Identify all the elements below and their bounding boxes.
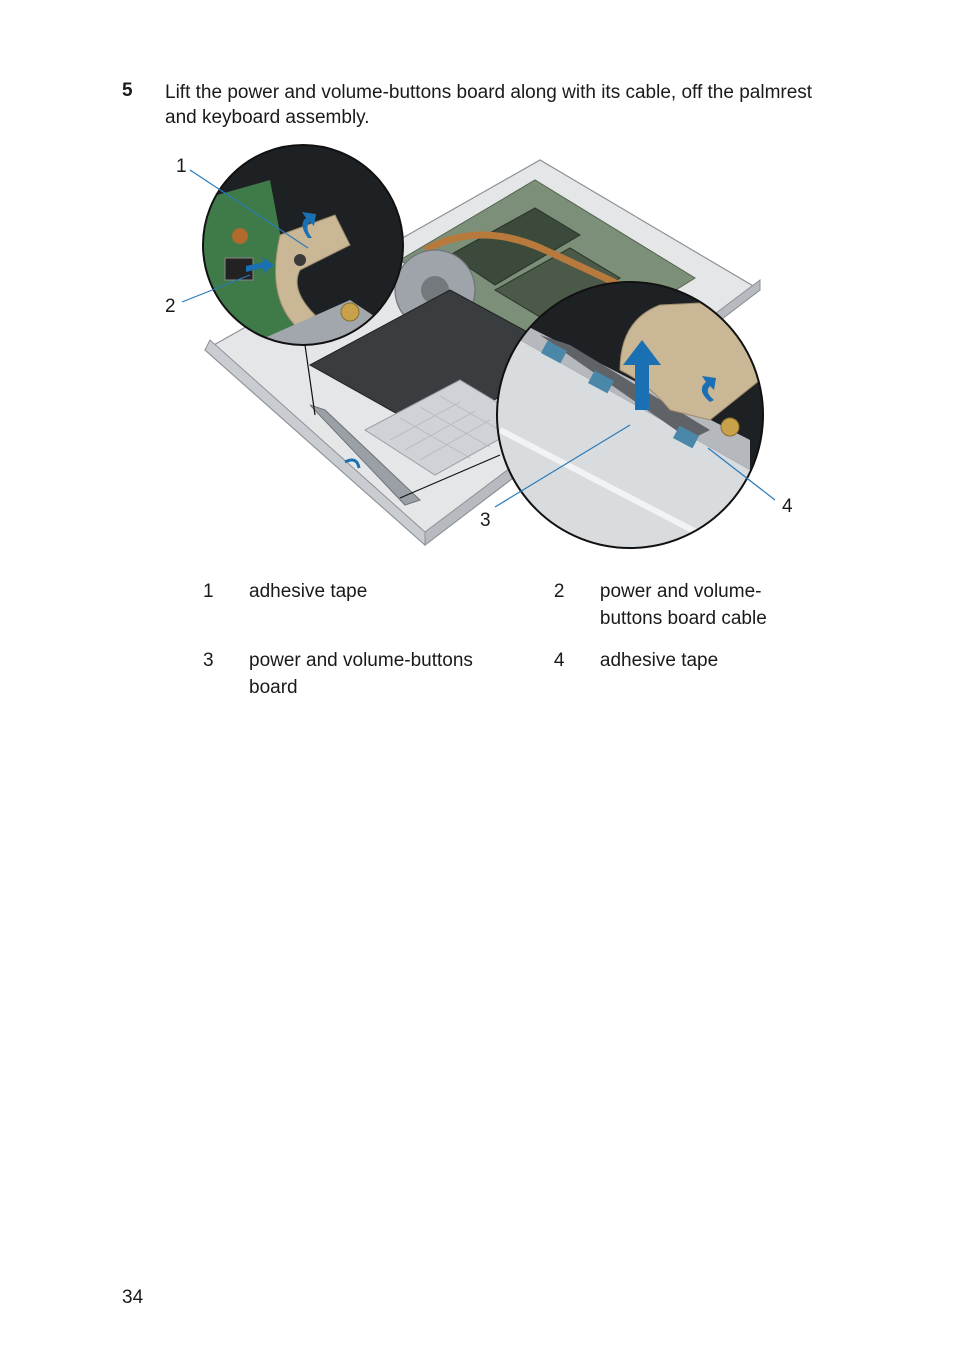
marker-3: 3: [480, 510, 491, 531]
callout-item: [554, 647, 823, 701]
callout-label: adhesive tape: [249, 581, 368, 602]
illustration-power-button-board-removal: [150, 140, 810, 560]
illustration-svg: [150, 140, 810, 560]
callout-label: power and volume-buttons board cable: [599, 581, 767, 629]
callout-label: adhesive tape: [599, 650, 719, 671]
callout-number: 2: [553, 581, 565, 602]
marker-1: 1: [176, 156, 187, 177]
step-number: 5: [122, 80, 133, 101]
marker-2: 2: [165, 296, 176, 317]
callout-row: [203, 647, 823, 701]
marker-4: 4: [782, 496, 793, 517]
callout-item: [203, 647, 554, 701]
callout-number: 4: [553, 650, 565, 671]
callout-item: [554, 578, 823, 632]
callout-number: 1: [203, 581, 214, 602]
callout-row: [203, 578, 823, 632]
callout-label: power and volume-buttons board: [249, 650, 473, 698]
page-number: 34: [122, 1287, 144, 1308]
step-text: Lift the power and volume-buttons board along with its cable, off the palmrest and keyboard assembly.: [165, 82, 813, 128]
callout-table: [203, 578, 823, 716]
callout-item: [203, 578, 554, 632]
callout-number: 3: [203, 650, 214, 671]
